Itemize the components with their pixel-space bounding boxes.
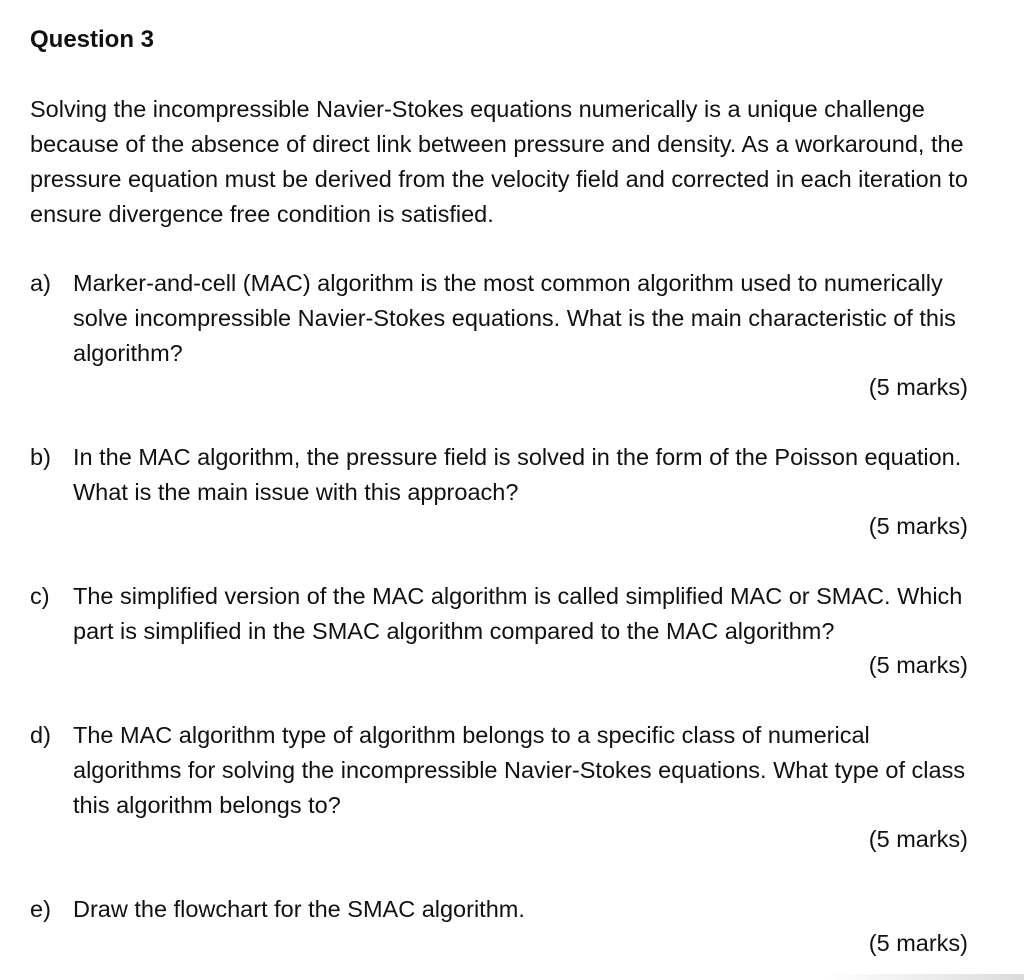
marks-label: (5 marks) xyxy=(868,374,968,400)
scroll-indicator[interactable] xyxy=(824,974,1024,980)
sub-question-text: In the MAC algorithm, the pressure field is solved in the form of the Poisson equation. What is the main issue with this approach? xyxy=(73,444,962,505)
sub-question-b xyxy=(30,440,980,510)
sub-question-e xyxy=(30,892,980,927)
marks-label: (5 marks) xyxy=(868,826,968,852)
sub-question-text: The MAC algorithm type of algorithm belongs to a specific class of numerical algorithms for solving the incompressible Navier-Stokes equations. What type of class this algorithm belongs to? xyxy=(73,722,966,818)
sub-question-label: b) xyxy=(30,444,51,470)
sub-question-label: a) xyxy=(30,270,51,296)
marks-label: (5 marks) xyxy=(868,652,968,678)
sub-question-d xyxy=(30,718,980,823)
marks-label: (5 marks) xyxy=(868,513,968,539)
sub-question-c xyxy=(30,579,980,649)
sub-question-label: c) xyxy=(30,583,50,609)
sub-question-a xyxy=(30,266,980,371)
sub-question-label: d) xyxy=(30,722,51,748)
question-intro: Solving the incompressible Navier-Stokes equations numerically is a unique challenge because of the absence of direct link between pressure and density. As a workaround, the pressure equation must be derived from the velocity field and corrected in each iteration to ensure divergence free condition is satisfied. xyxy=(30,96,968,227)
sub-question-label: e) xyxy=(30,896,51,922)
sub-question-text: Draw the flowchart for the SMAC algorithm. xyxy=(73,896,525,922)
sub-question-text: Marker-and-cell (MAC) algorithm is the most common algorithm used to numerically solve incompressible Navier-Stokes equations. What is the main characteristic of this algorithm? xyxy=(73,270,956,366)
sub-question-text: The simplified version of the MAC algorithm is called simplified MAC or SMAC. Which part is simplified in the SMAC algorithm compared to the MAC algorithm? xyxy=(73,583,963,644)
marks-label: (5 marks) xyxy=(868,930,968,956)
question-title: Question 3 xyxy=(30,26,155,53)
